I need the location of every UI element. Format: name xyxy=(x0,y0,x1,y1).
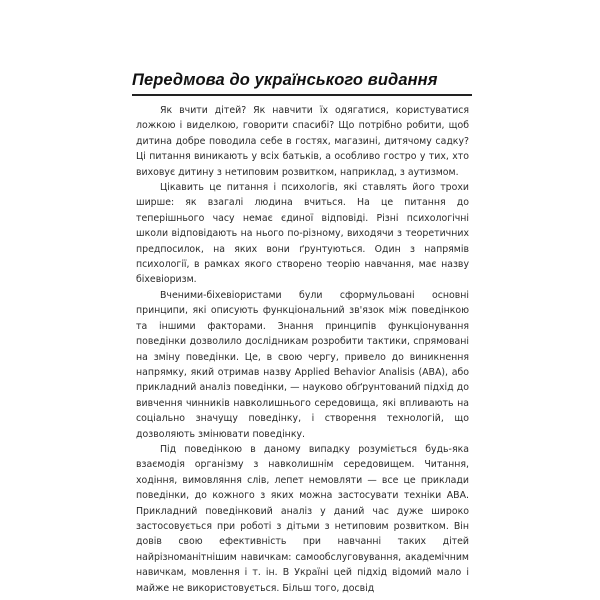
paragraph: Цікавить це питання і психологів, які ставлять його трохи ширше: як взагалі людина вчиться. На це питання до теперішнього часу немає єдиної відповіді. Різні психологічні школи відповідають на нього по-різному, виходячи з теоретичних предпосилок, на яких вони ґрунтуються. Один з напрямів психології, в рамках якого створено теорію навчання, має назву біхевіоризм. xyxy=(136,182,469,286)
chapter-title: Передмова до українського видання xyxy=(132,71,438,89)
paragraph: Вченими-біхевіористами були сформульовані основні принципи, які описують функціональний зв'язок між поведінкою та іншими факторами. Знання принципів функціонування поведінки дозволило дослідникам розробити тактики, спрямовані на зміну поведінки. Це, в свою чергу, привело до виникнення напрямку, який отримав назву Applied Behavior Analisis (ABA), або прикладний аналіз поведінки, — науково обґрунтований підхід до вивчення чинників навколишнього середовища, які впливають на соціально значущу поведінку, і створення технологій, що дозволяють змінювати поведінку. xyxy=(136,289,469,440)
paragraph: Під поведінкою в даному випадку розуміється будь-яка взаємодія організму з навколишнім середовищем. Читання, ходіння, вимовляння слів, лепет немовляти — все це приклади поведінки, до кожного з яких можна застосувати техніки АВА. Прикладний поведінковий аналіз у даний час дуже широко застосовується при роботі з дітьми з нетиповим розвитком. Він довів свою ефективність при навчанні таких дітей найрізноманітнішим навичкам: самообслуговування, академічним навичкам, мовлення і т. ін. В Україні цей підхід відомий мало і майже не використовується. Більш того, досвід xyxy=(136,443,469,594)
chapter-heading xyxy=(132,70,472,96)
paragraph: Як вчити дітей? Як навчити їх одягатися, користуватися ложкою і виделкою, говорити спасибі? Що потрібно робити, щоб дитина добре поводила себе в гостях, магазині, дитячому садку? Ці питання виникають у всіх батьків, а особливо гостро у тих, хто виховує дитину з нетиповим розвитком, наприклад, з аутизмом. xyxy=(136,105,469,178)
body-text xyxy=(136,103,469,596)
title-underline xyxy=(132,94,472,96)
